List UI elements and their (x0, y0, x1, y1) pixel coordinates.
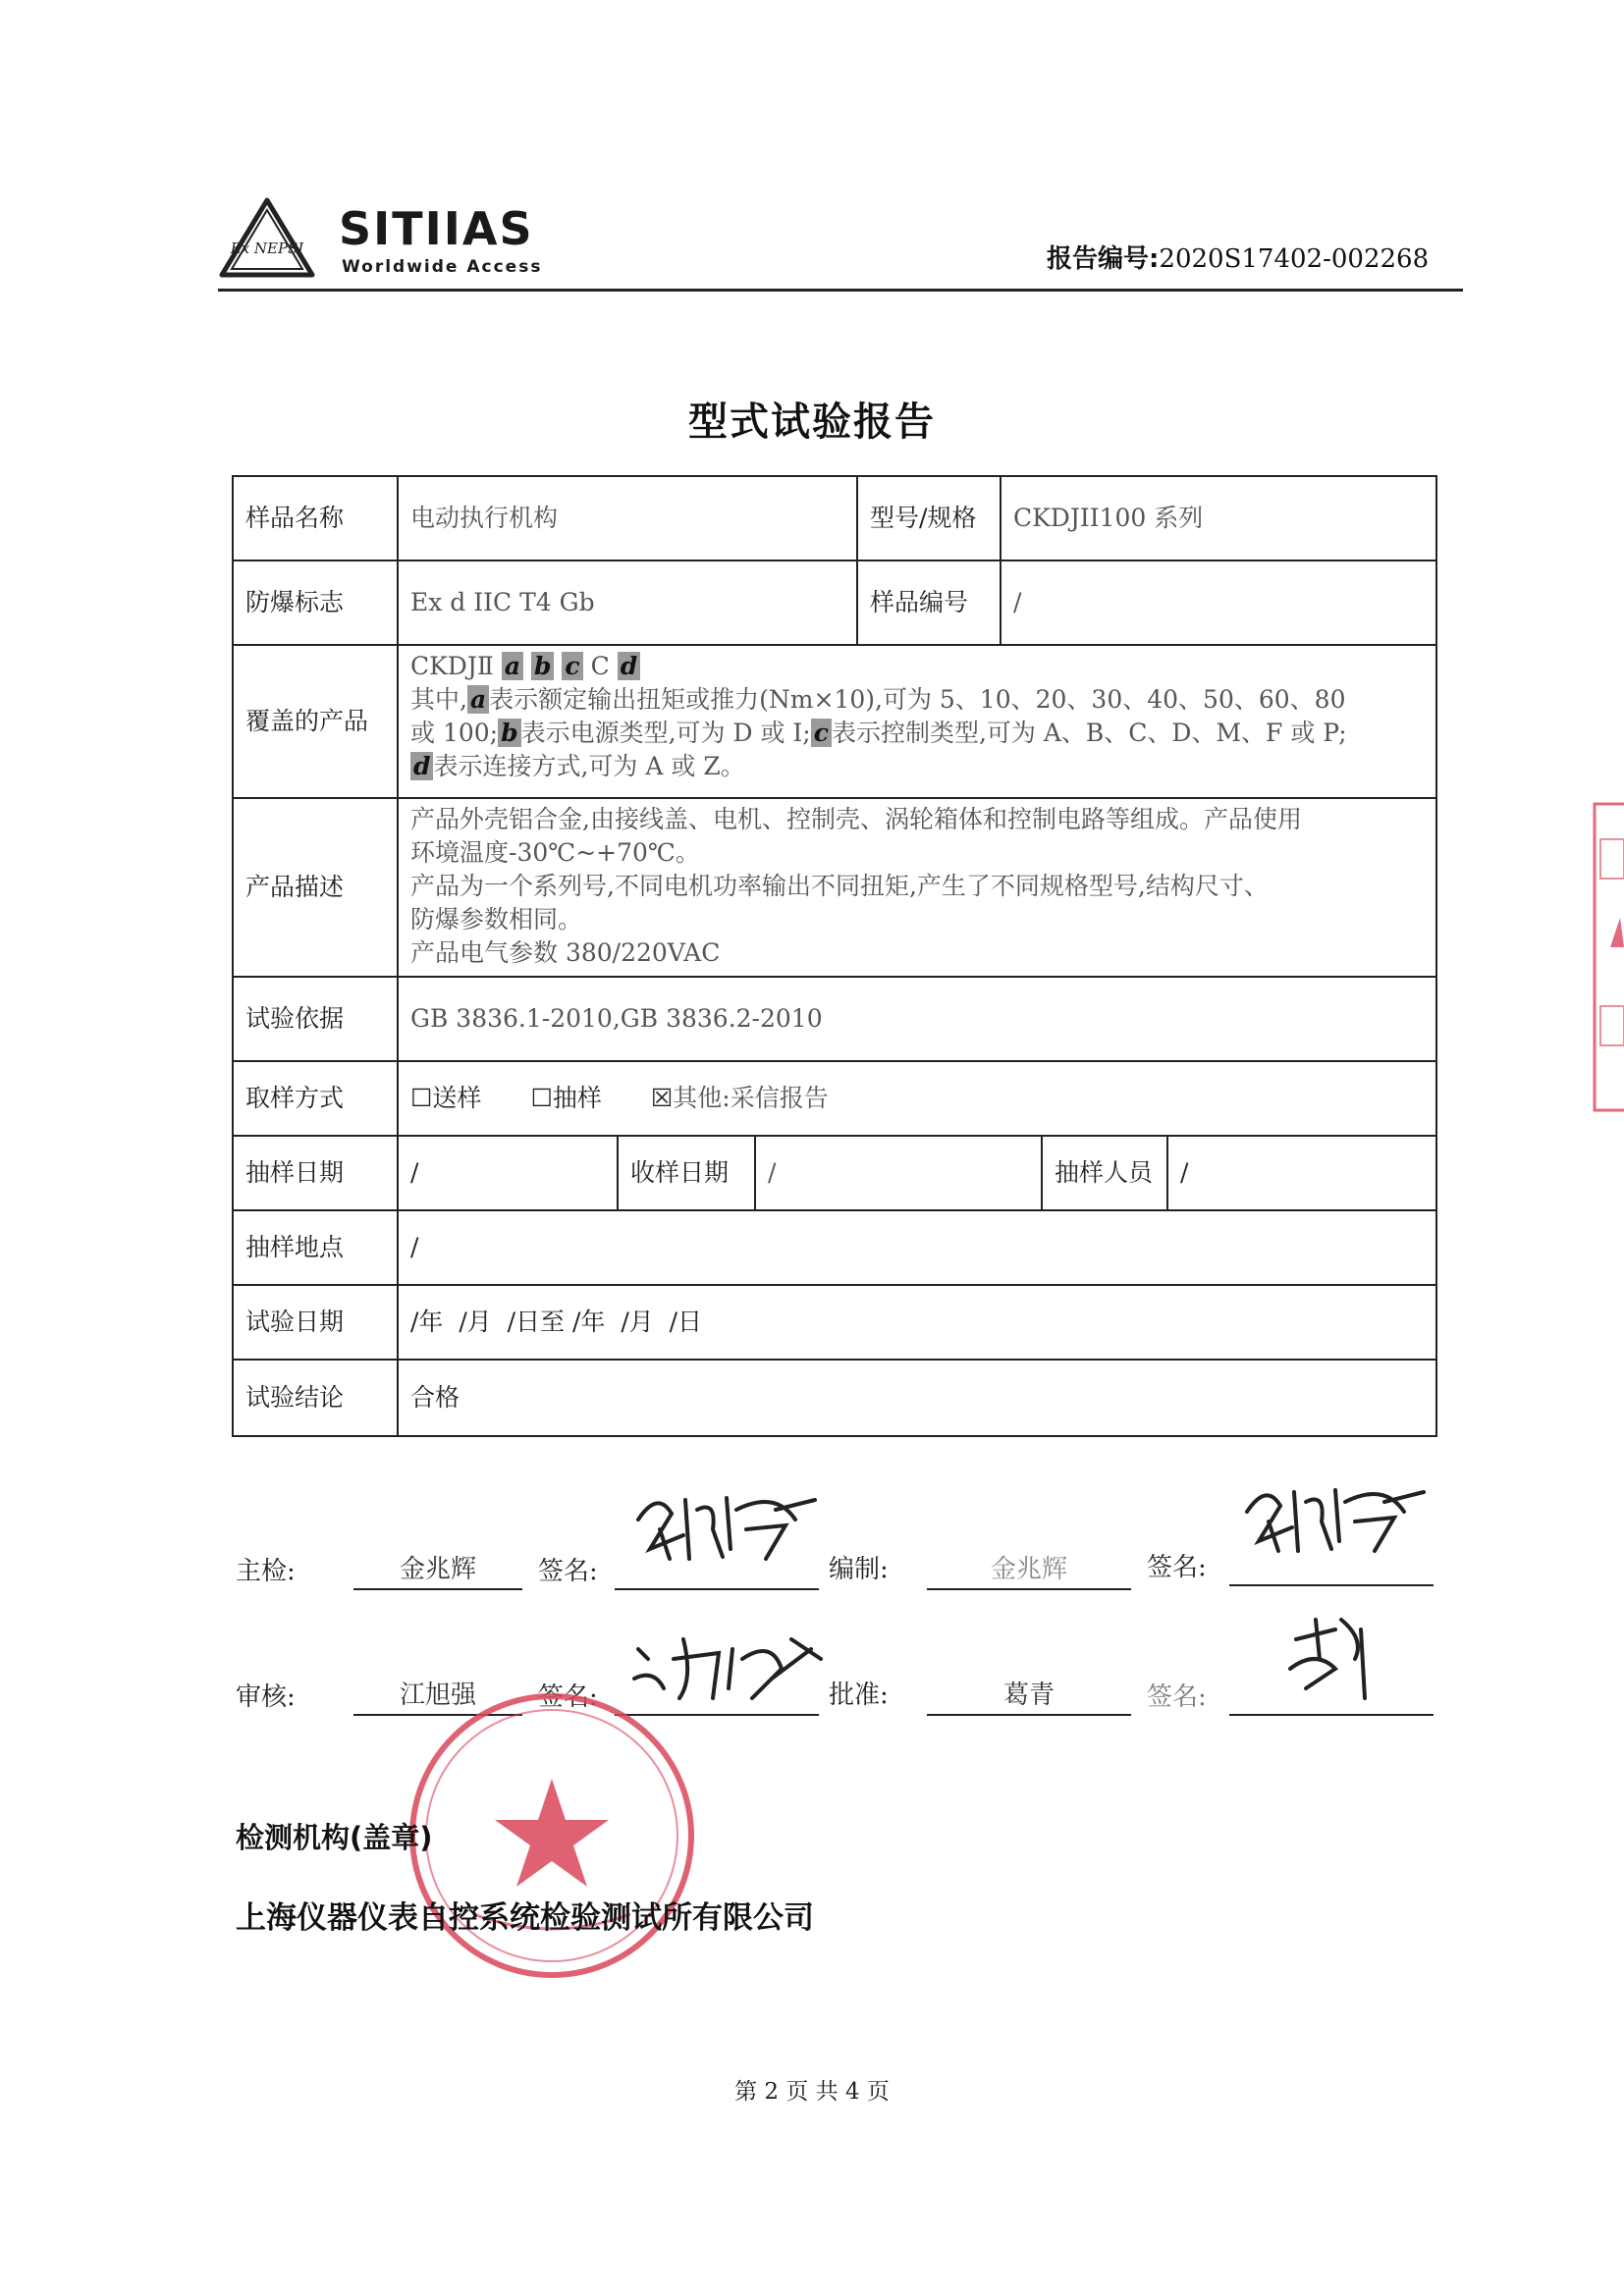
covered-line-2 (410, 683, 1424, 717)
sample-name-label: 样品名称 (232, 475, 399, 561)
receive-date-value: / (754, 1135, 1043, 1211)
checkbox-icon[interactable]: ☐ (410, 1084, 433, 1112)
page-title: 型式试验报告 (688, 400, 936, 445)
description-line: 产品为一个系列号,不同电机功率输出不同扭矩,产生了不同规格型号,结构尺寸、 (410, 872, 1269, 900)
approver-underline (927, 1714, 1131, 1716)
page-number: 第 2 页 共 4 页 (734, 2079, 890, 2105)
sampling-method-label: 取样方式 (232, 1060, 399, 1137)
org-label: 检测机构(盖章) (236, 1821, 433, 1854)
ex-mark-label: 防爆标志 (232, 560, 399, 646)
sign-underline (615, 1588, 819, 1590)
conclusion-value: 合格 (397, 1359, 1437, 1437)
param-a: a (502, 652, 523, 680)
checked-box-icon[interactable]: ☒ (650, 1084, 674, 1112)
sample-number-value: / (1000, 560, 1437, 646)
covered-line-3 (410, 717, 1424, 750)
description-line: 环境温度-30℃~+70℃。 (410, 838, 700, 867)
sampling-date-value: / (397, 1135, 619, 1211)
signature-image (1276, 1600, 1394, 1708)
compiler-label: 编制: (829, 1555, 889, 1584)
sampling-place-label: 抽样地点 (232, 1209, 399, 1286)
covered-line-4-post: 表示连接方式,可为 A 或 Z。 (433, 752, 745, 780)
reviewer-name: 江旭强 (399, 1681, 476, 1710)
logo-badge-text: Ex NEPSI (230, 240, 304, 257)
param-c: c (562, 652, 582, 680)
description-line: 产品电气参数 380/220VAC (410, 938, 721, 967)
param-a-ref: a (467, 685, 489, 714)
signature-image (1237, 1472, 1434, 1571)
description-value (397, 797, 1437, 978)
model-prefix: CKDJⅡ (410, 652, 494, 680)
param-fixed-c: C (590, 652, 610, 680)
sample-name-value: 电动执行机构 (397, 475, 858, 561)
description-line: 产品外壳铝合金,由接线盖、电机、控制壳、涡轮箱体和控制电路等组成。产品使用 (410, 805, 1302, 833)
report-number-value: 2020S17402-002268 (1159, 244, 1430, 274)
sample-number-label: 样品编号 (856, 560, 1001, 646)
sign-underline (1229, 1714, 1434, 1716)
sampling-date-label: 抽样日期 (232, 1135, 399, 1211)
sampler-value: / (1166, 1135, 1437, 1211)
covered-line-2-post: 表示额定输出扭矩或推力(Nm×10),可为 5、10、20、30、40、50、60、80 (489, 685, 1346, 714)
receive-date-label: 收样日期 (617, 1135, 756, 1211)
brand-tagline: Worldwide Access (342, 257, 543, 277)
chief-inspector-underline (353, 1588, 522, 1590)
chief-inspector-label: 主检: (236, 1557, 296, 1586)
option-draw-sample: 抽样 (552, 1084, 602, 1112)
test-date-value: /年 /月 /日至 /年 /月 /日 (397, 1284, 1437, 1361)
nepsi-logo (218, 196, 316, 281)
sampling-place-value: / (397, 1209, 1437, 1286)
description-label: 产品描述 (232, 797, 399, 978)
option-submit-sample: 送样 (432, 1084, 482, 1112)
brand-name: SITIIAS (339, 202, 534, 255)
reviewer-label: 审核: (236, 1682, 296, 1712)
test-basis-value: GB 3836.1-2010,GB 3836.2-2010 (397, 976, 1437, 1062)
covered-products-value (397, 644, 1437, 799)
report-number (1047, 239, 1429, 275)
covered-line-3-mid: 表示电源类型,可为 D 或 I; (520, 719, 811, 747)
sign-label: 签名: (1147, 1682, 1207, 1712)
param-b: b (531, 652, 554, 680)
option-other: 其他:采信报告 (673, 1084, 829, 1112)
covered-line-3-pre: 或 100; (410, 719, 499, 747)
param-b-ref: b (498, 719, 520, 747)
sampling-method-value (397, 1060, 1437, 1137)
header-divider (218, 289, 1463, 292)
covered-line-3-post: 表示控制类型,可为 A、B、C、D、M、F 或 P; (831, 719, 1347, 747)
sign-label: 签名: (538, 1557, 598, 1586)
test-basis-label: 试验依据 (232, 976, 399, 1062)
covered-line-1 (410, 650, 1424, 683)
description-line: 防爆参数相同。 (410, 905, 583, 934)
side-seal-fragment (1581, 800, 1624, 1114)
covered-products-label: 覆盖的产品 (232, 644, 399, 799)
test-date-label: 试验日期 (232, 1284, 399, 1361)
ex-mark-value: Ex d IIC T4 Gb (397, 560, 858, 646)
model-value: CKDJII100 系列 (1000, 475, 1437, 561)
signature-image (628, 1480, 825, 1578)
conclusion-label: 试验结论 (232, 1359, 399, 1437)
param-d: d (618, 652, 640, 680)
sampler-label: 抽样人员 (1041, 1135, 1168, 1211)
checkbox-icon[interactable]: ☐ (530, 1084, 553, 1112)
model-label: 型号/规格 (856, 475, 1001, 561)
official-seal (405, 1688, 699, 1983)
sign-underline (1229, 1584, 1434, 1586)
covered-line-4 (410, 750, 1424, 783)
param-d-ref: d (410, 752, 433, 780)
approver-name: 葛青 (1002, 1681, 1055, 1710)
compiler-name: 金兆辉 (990, 1555, 1067, 1584)
sign-label: 签名: (538, 1682, 598, 1712)
report-number-label: 报告编号: (1047, 244, 1160, 274)
approver-label: 批准: (829, 1681, 889, 1710)
org-name: 上海仪器仪表自控系统检验测试所有限公司 (236, 1900, 814, 1936)
compiler-underline (927, 1588, 1131, 1590)
chief-inspector-name: 金兆辉 (399, 1555, 476, 1584)
param-c-ref: c (811, 719, 832, 747)
sign-label: 签名: (1147, 1553, 1207, 1582)
covered-line-2-pre: 其中, (410, 685, 467, 714)
